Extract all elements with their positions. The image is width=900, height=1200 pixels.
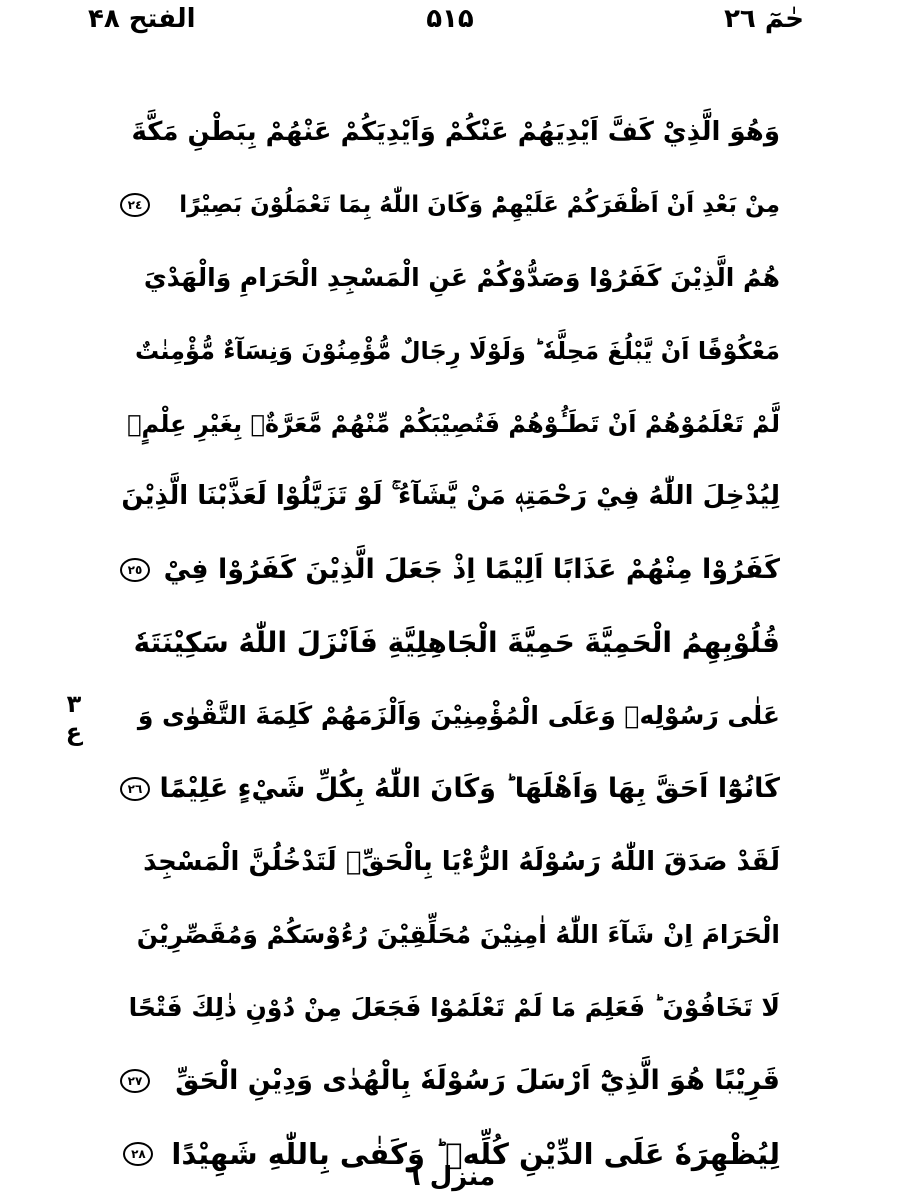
- text-line-content: قُلُوْبِهِمُ الْحَمِيَّةَ حَمِيَّةَ الْجَاهِلِيَّةِ فَاَنْزَلَ اللّٰهُ سَكِيْنَتَهٗ: [133, 626, 780, 659]
- surah-header: الفتح ۴٨: [88, 4, 196, 34]
- page-number: ۵۱۵: [426, 4, 474, 34]
- text-line-content: قَرِيْبًا هُوَ الَّذِيْٓ اَرْسَلَ رَسُوْلَهٗ بِالْهُدٰى وَدِيْنِ الْحَقِّ: [175, 1065, 780, 1096]
- text-line-content: مَعْكُوْفًا اَنْ يَّبْلُغَ مَحِلَّهٗ ؕ وَلَوْلَا رِجَالٌ مُّؤْمِنُوْنَ وَنِسَآءٌ مُّؤْمِنٰتٌ: [134, 336, 780, 365]
- text-line: [120, 314, 780, 387]
- text-line: [120, 971, 780, 1044]
- text-line: [120, 825, 780, 898]
- ayah-marker: ٢٧: [120, 1069, 150, 1093]
- text-line: [120, 460, 780, 533]
- text-line-content: وَهُوَ الَّذِيْ كَفَّ اَيْدِيَهُمْ عَنْكُمْ وَاَيْدِيَكُمْ عَنْهُمْ بِبَطْنِ مَكَّةَ: [131, 116, 780, 147]
- text-block: [120, 95, 780, 1190]
- text-line: [120, 387, 780, 460]
- juz-header: حٰمٓ ٢٦: [724, 4, 804, 34]
- text-line-content: كَانُوْٓا اَحَقَّ بِهَا وَاَهْلَهَا ؕ وَكَانَ اللّٰهُ بِكُلِّ شَيْءٍ عَلِيْمًا: [159, 773, 780, 804]
- text-line: [120, 1044, 780, 1117]
- text-line: [120, 752, 780, 825]
- text-line-content: لَا تَخَافُوْنَ ؕ فَعَلِمَ مَا لَمْ تَعْلَمُوْا فَجَعَلَ مِنْ دُوْنِ ذٰلِكَ فَتْحًا: [128, 993, 780, 1022]
- manzil-footer: منزل ٦: [404, 1162, 496, 1192]
- text-line-content: مِنْ بَعْدِ اَنْ اَظْفَرَكُمْ عَلَيْهِمْؕ وَكَانَ اللّٰهُ بِمَا تَعْمَلُوْنَ بَصِيْرًا: [179, 191, 780, 218]
- ayah-marker: ٢٨: [123, 1142, 153, 1166]
- text-line: [120, 533, 780, 606]
- text-line: [120, 679, 780, 752]
- text-line: [120, 168, 780, 241]
- text-line: [120, 606, 780, 679]
- ayah-marker: ٢٥: [120, 558, 150, 582]
- text-line-content: عَلٰى رَسُوْلِهٖ وَعَلَى الْمُؤْمِنِيْنَ وَاَلْزَمَهُمْ كَلِمَةَ التَّقْوٰى وَ: [137, 701, 780, 730]
- text-line: [120, 898, 780, 971]
- ayah-marker: ٢٤: [120, 193, 150, 217]
- text-line-content: لَقَدْ صَدَقَ اللّٰهُ رَسُوْلَهُ الرُّءْيَا بِالْحَقِّۚ لَتَدْخُلُنَّ الْمَسْجِدَ: [143, 846, 780, 877]
- text-line-content: لِيُظْهِرَهٗ عَلَى الدِّيْنِ كُلِّهٖ ؕ وَكَفٰى بِاللّٰهِ شَهِيْدًا: [171, 1136, 780, 1171]
- text-line-content: كَفَرُوْا مِنْهُمْ عَذَابًا اَلِيْمًا اِذْ جَعَلَ الَّذِيْنَ كَفَرُوْا فِيْ: [163, 554, 780, 585]
- ayah-marker: ٢٦: [120, 777, 150, 801]
- ruku-margin-note: ع٣: [60, 690, 88, 746]
- text-line-content: الْحَرَامَ اِنْ شَآءَ اللّٰهُ اٰمِنِيْنَ مُحَلِّقِيْنَ رُءُوْسَكُمْ وَمُقَصِّرِيْنَ: [136, 920, 780, 949]
- text-line-content: لِيُدْخِلَ اللّٰهُ فِيْ رَحْمَتِهٖ مَنْ يَّشَآءُ ۚ لَوْ تَزَيَّلُوْا لَعَذَّبْنَا الَّذِيْنَ: [121, 481, 780, 511]
- text-line: [120, 241, 780, 314]
- text-line-content: هُمُ الَّذِيْنَ كَفَرُوْا وَصَدُّوْكُمْ عَنِ الْمَسْجِدِ الْحَرَامِ وَالْهَدْيَ: [143, 263, 780, 292]
- text-line-content: لَّمْ تَعْلَمُوْهُمْ اَنْ تَطَـُٔوْهُمْ فَتُصِيْبَكُمْ مِّنْهُمْ مَّعَرَّةٌۢ بِغَيْرِ عِلْمٍۚ: [127, 409, 780, 438]
- text-line: [120, 95, 780, 168]
